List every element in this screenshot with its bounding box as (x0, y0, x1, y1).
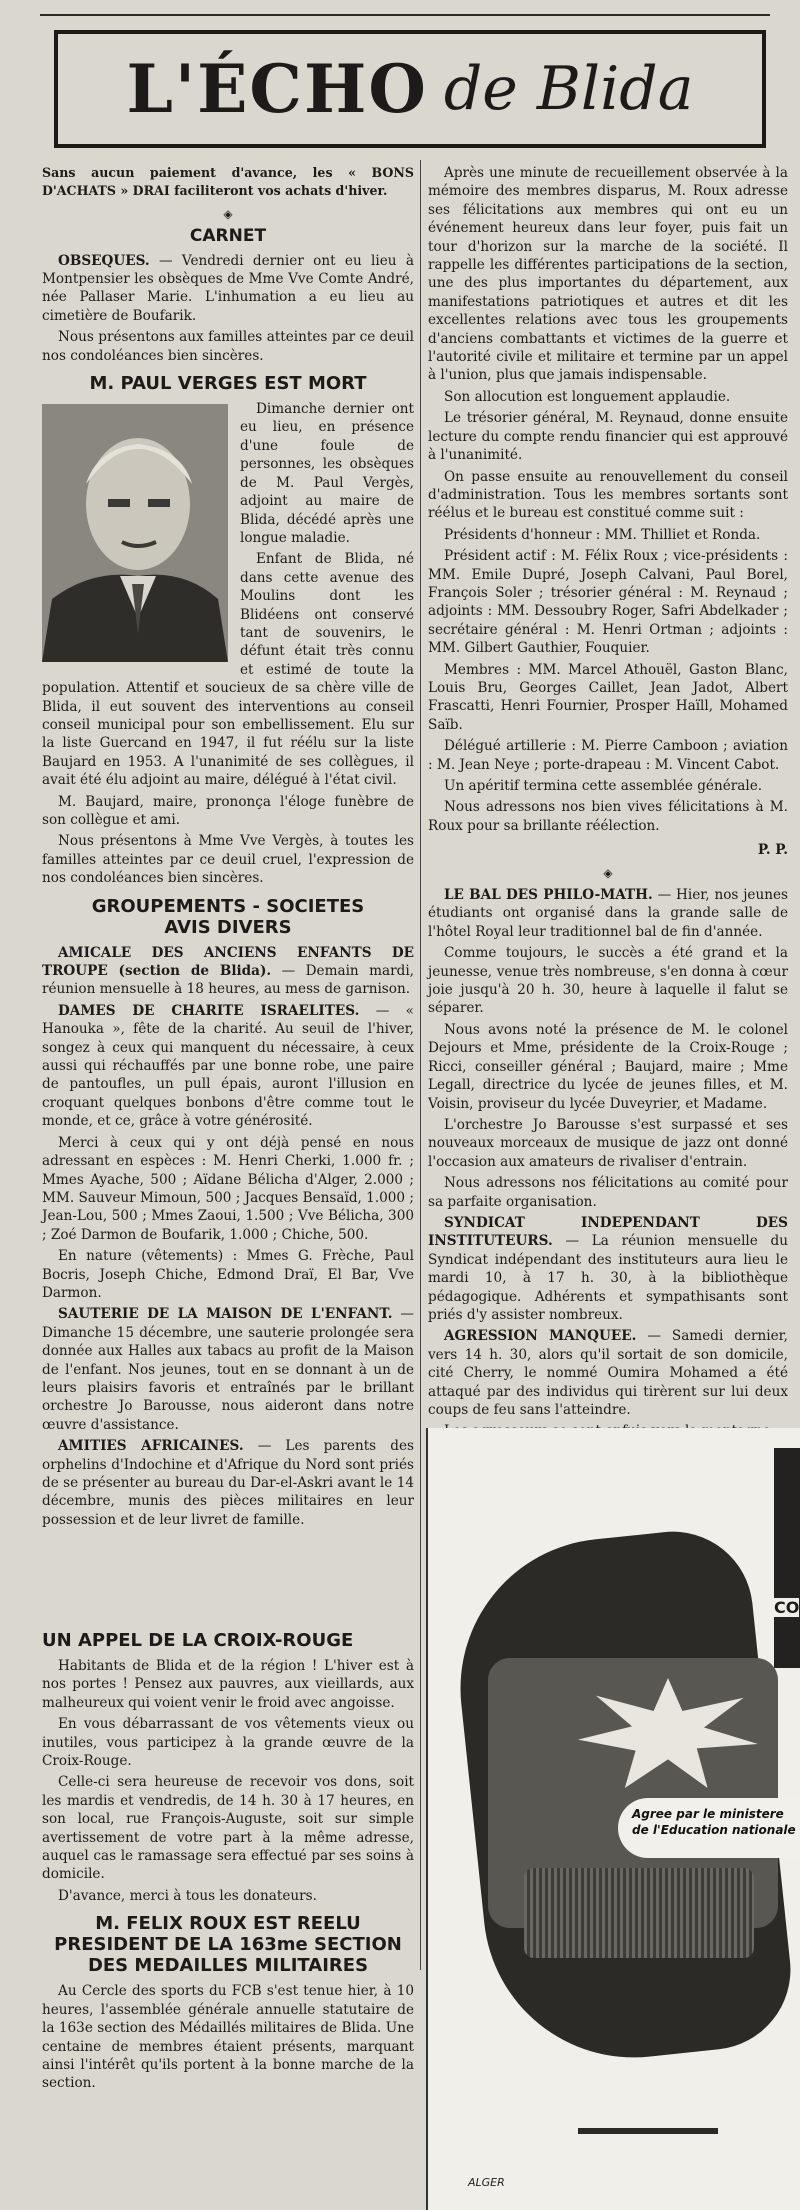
roux-p1: Au Cercle des sports du FCB s'est tenue hier, à 10 heures, l'assemblée générale annuelle statutaire de la 163e section des Médaillés militaires de Blida. Une centaine de membres étaient présents, marquant ainsi l'intérêt qu'ils portent à la bonne marche de la section. (42, 1983, 414, 2092)
radio-base (578, 2088, 718, 2134)
croix-rouge-heading: UN APPEL DE LA CROIX-ROUGE (42, 1630, 354, 1651)
bal-paragraph (428, 886, 788, 941)
agression-title: AGRESSION MANQUEE. (444, 1328, 637, 1345)
roux-p7: Président actif : M. Félix Roux ; vice-présidents : MM. Emile Dupré, Joseph Calvani, Paul Borel, François Soler ; trésorier général : M. Reynaud ; adjoints : MM. Dessoubry Roger, Safri Abdelkader ; secrétaire général : M. Henri Ortman ; adjoints : MM. Gilbert Gauthier, Fouquier. (428, 548, 788, 657)
verges-heading: M. PAUL VERGES EST MORT (89, 373, 367, 395)
ad-corner-text: CO (774, 1598, 800, 1617)
obseques-text: — Vendredi dernier ont eu lieu à Montpensier les obsèques de Mme Vve Comte André, née Pallaser Marie. L'inhumation a eu lieu au cimetière de Boufarik. (42, 252, 414, 324)
bal-p4: L'orchestre Jo Barousse s'est surpassé et ses nouveaux morceaux de musique de jazz ont donné l'occasion aux amateurs de rivaliser d'entrain. (428, 1116, 788, 1170)
roux-p6: Présidents d'honneur : MM. Thilliet et Ronda. (444, 526, 761, 543)
carnet-heading: CARNET (189, 226, 267, 247)
roux-p8: Membres : MM. Marcel Athouël, Gaston Blanc, Louis Bru, Georges Caillet, Jean Jadot, Albert Frascatti, Henri Fournier, Prosper Haïll, Mohamed Saïb. (428, 661, 788, 733)
roux-signature: P. P. (757, 842, 788, 859)
verges-p4: Nous présentons à Mme Vve Vergès, à toutes les familles atteintes par ce deuil cruel, l'expression de nos condoléances bien sincères. (42, 833, 414, 887)
portrait-photo (42, 404, 228, 662)
column-left (42, 164, 414, 1532)
dames-text: — « Hanouka », fête de la charité. Au seuil de l'hiver, songez à ceux qui manquent du nécessaire, à ceux aussi qui réchauffés par une bonne robe, une paire de pantoufles, un pull épais, auront l'illusion en croquant quelques bonbons d'être comme tout le monde, et ce, grâce à votre générosité. (42, 1002, 415, 1130)
sauterie-title: SAUTERIE DE LA MAISON DE L'ENFANT. (58, 1306, 393, 1323)
amities-text: — Les parents des orphelins d'Indochine et d'Afrique du Nord sont priés de se présenter au bureau du Dar-el-Askri avant le 14 décembre, munis des pièces militaires en leur possession et de leur livret de famille. (42, 1438, 414, 1528)
syndicat-text: — La réunion mensuelle du Syndicat indépendant des instituteurs aura lieu le mardi 10, à 17 h. 30, à la bibliothèque pédagogique. Adhérents et sympathisants sont priés d'y assister nombreux. (428, 1233, 788, 1323)
masthead-title: L'ÉCHO (126, 50, 428, 128)
top-rule (40, 14, 770, 16)
agression-paragraph (428, 1327, 788, 1419)
avis-divers-heading: AVIS DIVERS (164, 916, 292, 938)
roux-p10: Un apéritif termina cette assemblée générale. (444, 778, 763, 794)
verges-p2: Enfant de Blida, né dans cette avenue des Moulins dont les Blidéens ont conservé tant de souvenirs, le défunt était très connu et estimé de toute la population. Attentif et soucieux de sa chère ville de Blida, il eut souvent des interventions au conseil conseil municipal pour son embellissement. Elu sur la liste Guercand en 1947, il fut réélu sur la liste Baujard en 1953. A l'unanimité de ses collègues, il avait été élu adjoint au maire, délégué à l'état civil. (42, 551, 414, 789)
column-right (428, 164, 788, 1444)
bal-p2: Comme toujours, le succès a été grand et la jeunesse, venue très nombreuse, s'en donna à cœur joie jusqu'à 20 h. 30, heure à laquelle il falut se séparer. (428, 945, 788, 1017)
roux-p11: Nous adressons nos bien vives félicitations à M. Roux pour sa brillante réélection. (428, 799, 788, 834)
verges-p1: Dimanche dernier ont eu lieu, en présence d'une foule de personnes, les obsèques de M. Paul Vergès, adjoint au maire de Blida, décédé après une longue maladie. (240, 401, 414, 546)
roux-p3: Son allocution est longuement applaudie. (444, 388, 731, 405)
ornament: ◈ (223, 206, 233, 221)
radio-grill (524, 1868, 754, 1958)
syndicat-paragraph (428, 1214, 788, 1324)
ad-dark-band (774, 1448, 800, 1668)
dames-title: DAMES DE CHARITE ISRAELITES. (58, 1002, 360, 1019)
amicale-text: — Demain mardi, réunion mensuelle à 18 heures, au mess de garnison. (42, 963, 414, 998)
roux-p9: Délégué artillerie : M. Pierre Camboon ; aviation : M. Jean Neye ; porte-drapeau : M. Vincent Cabot. (428, 738, 788, 773)
amicale-paragraph (42, 944, 414, 999)
roux-heading: M. FELIX ROUX EST REELU PRESIDENT DE LA 163me SECTION DES MEDAILLES MILITAIRES (54, 1913, 402, 1977)
croix-rouge-p2: En vous débarrassant de vos vêtements vieux ou inutiles, vous participez à la grande œuvre de la Croix-Rouge. (42, 1716, 414, 1770)
bal-title: LE BAL DES PHILO-MATH. (444, 887, 653, 904)
croix-rouge-p1: Habitants de Blida et de la région ! L'hiver est à nos portes ! Pensez aux pauvres, aux vieillards, aux malheureux qui voient venir le froid avec angoisse. (42, 1658, 414, 1711)
amities-paragraph (42, 1437, 414, 1529)
carnet-condolences: Nous présentons aux familles atteintes par ce deuil nos condoléances bien sincères. (42, 329, 414, 364)
dames-paragraph (42, 1002, 414, 1131)
ad-signature: ALGER (468, 2176, 505, 2189)
groupements-heading: GROUPEMENTS - SOCIETES (91, 895, 365, 917)
ornament-2: ◈ (603, 865, 613, 880)
bal-p3: Nous avons noté la présence de M. le colonel Dejours et Mme, présidente de la Croix-Rouge ; Ricci, conseiller général ; Baujard, maire ; Mme Legall, directrice du lycée de jeunes filles, et M. Voisin, proviseur du lycée Duveyrier, et Madame. (428, 1021, 788, 1112)
masthead-subtitle: de Blida (443, 54, 694, 124)
obseques-title: OBSEQUES. (58, 252, 150, 269)
bal-text: — Hier, nos jeunes étudiants ont organisé dans la grande salle de l'hôtel Royal leur traditionnel bal de fin d'année. (428, 887, 789, 940)
croix-rouge-p4: D'avance, merci à tous les donateurs. (58, 1887, 317, 1904)
sauterie-paragraph (42, 1305, 414, 1434)
column-left-bottom (42, 1622, 414, 2096)
ad-approval-badge: Agree par le ministere de l'Education nationale (618, 1798, 800, 1858)
roux-p2: Après une minute de recueillement observée à la mémoire des membres disparus, M. Roux adresse ses félicitations aux membres qui ont eu un événement heureux dans leur foyer, puis fait un tour d'horizon sur la marche de la société. Il rappelle les différentes participations de la section, une des plus importantes du département, aux manifestations patriotiques et autres et dit les excellentes relations avec tous les groupements d'anciens combattants et victimes de la guerre et l'autorité civile et militaire et termine par un appel à l'union, plus que jamais indispensable. (428, 165, 788, 384)
roux-p4: Le trésorier général, M. Reynaud, donne ensuite lecture du compte rendu financier qui est approuvé à l'unanimité. (428, 410, 788, 464)
portrait-figure (42, 404, 228, 662)
nature-paragraph: En nature (vêtements) : Mmes G. Frèche, Paul Bocris, Joseph Chiche, Edmond Draï, El Bar, Vve Darmon. (42, 1248, 414, 1301)
obseques-paragraph (42, 252, 414, 326)
agression-text: — Samedi dernier, vers 14 h. 30, alors qu'il sortait de son domicile, cité Cherry, le nommé Oumira Mohamed a été attaqué par des individus qui tirèrent sur lui deux coups de feu sans l'atteindre. (428, 1328, 788, 1418)
bal-p5: Nous adressons nos félicitations au comité pour sa parfaite organisation. (428, 1175, 788, 1210)
column-divider (420, 160, 421, 1970)
verges-p3: M. Baujard, maire, prononça l'éloge funèbre de son collègue et ami. (42, 793, 414, 828)
syndicat-title: SYNDICAT INDEPENDANT DES INSTITUTEURS. (428, 1214, 788, 1250)
intro-ad-text: Sans aucun paiement d'avance, les « BONS D'ACHATS » DRAI faciliteront vos achats d'hiver. (42, 165, 414, 199)
amicale-title: AMICALE DES ANCIENS ENFANTS DE TROUPE (section de Blida). (42, 944, 414, 980)
merci-paragraph: Merci à ceux qui y ont déjà pensé en nous adressant en espèces : M. Henri Cherki, 1.000 fr. ; Mmes Ayache, 500 ; Aïdane Bélicha d'Alger, 2.000 ; MM. Sauveur Mimoun, 500 ; Jacques Bensaïd, 1.000 ; Jean-Lou, 500 ; Mmes Zaoui, 1.500 ; Vve Bélicha, 300 ; Zoé Darmon de Boufarik, 1.000 ; Chiche, 500. (42, 1134, 414, 1243)
radio-advertisement (426, 1428, 800, 2210)
croix-rouge-p3: Celle-ci sera heureuse de recevoir vos dons, soit les mardis et vendredis, de 14 h. 30 à 17 heures, en son local, rue François-Auguste, soit sur simple avertissement de votre part à la même adresse, auquel cas le ramassage sera effectué par ses soins à domicile. (42, 1774, 414, 1883)
roux-p5: On passe ensuite au renouvellement du conseil d'administration. Tous les membres sortants sont réélus et le bureau est constitué comme suit : (428, 468, 788, 522)
amities-title: AMITIES AFRICAINES. (58, 1438, 244, 1455)
masthead (54, 30, 766, 148)
sauterie-text: — Dimanche 15 décembre, une sauterie prolongée sera donnée aux Halles aux tabacs au profit de la Maison de l'enfant. Nos jeunes, tout en se donnant à un de leurs plaisirs favoris et entraînés par le brillant orchestre Jo Barousse, nous aideront dans notre œuvre d'assistance. (42, 1306, 414, 1433)
